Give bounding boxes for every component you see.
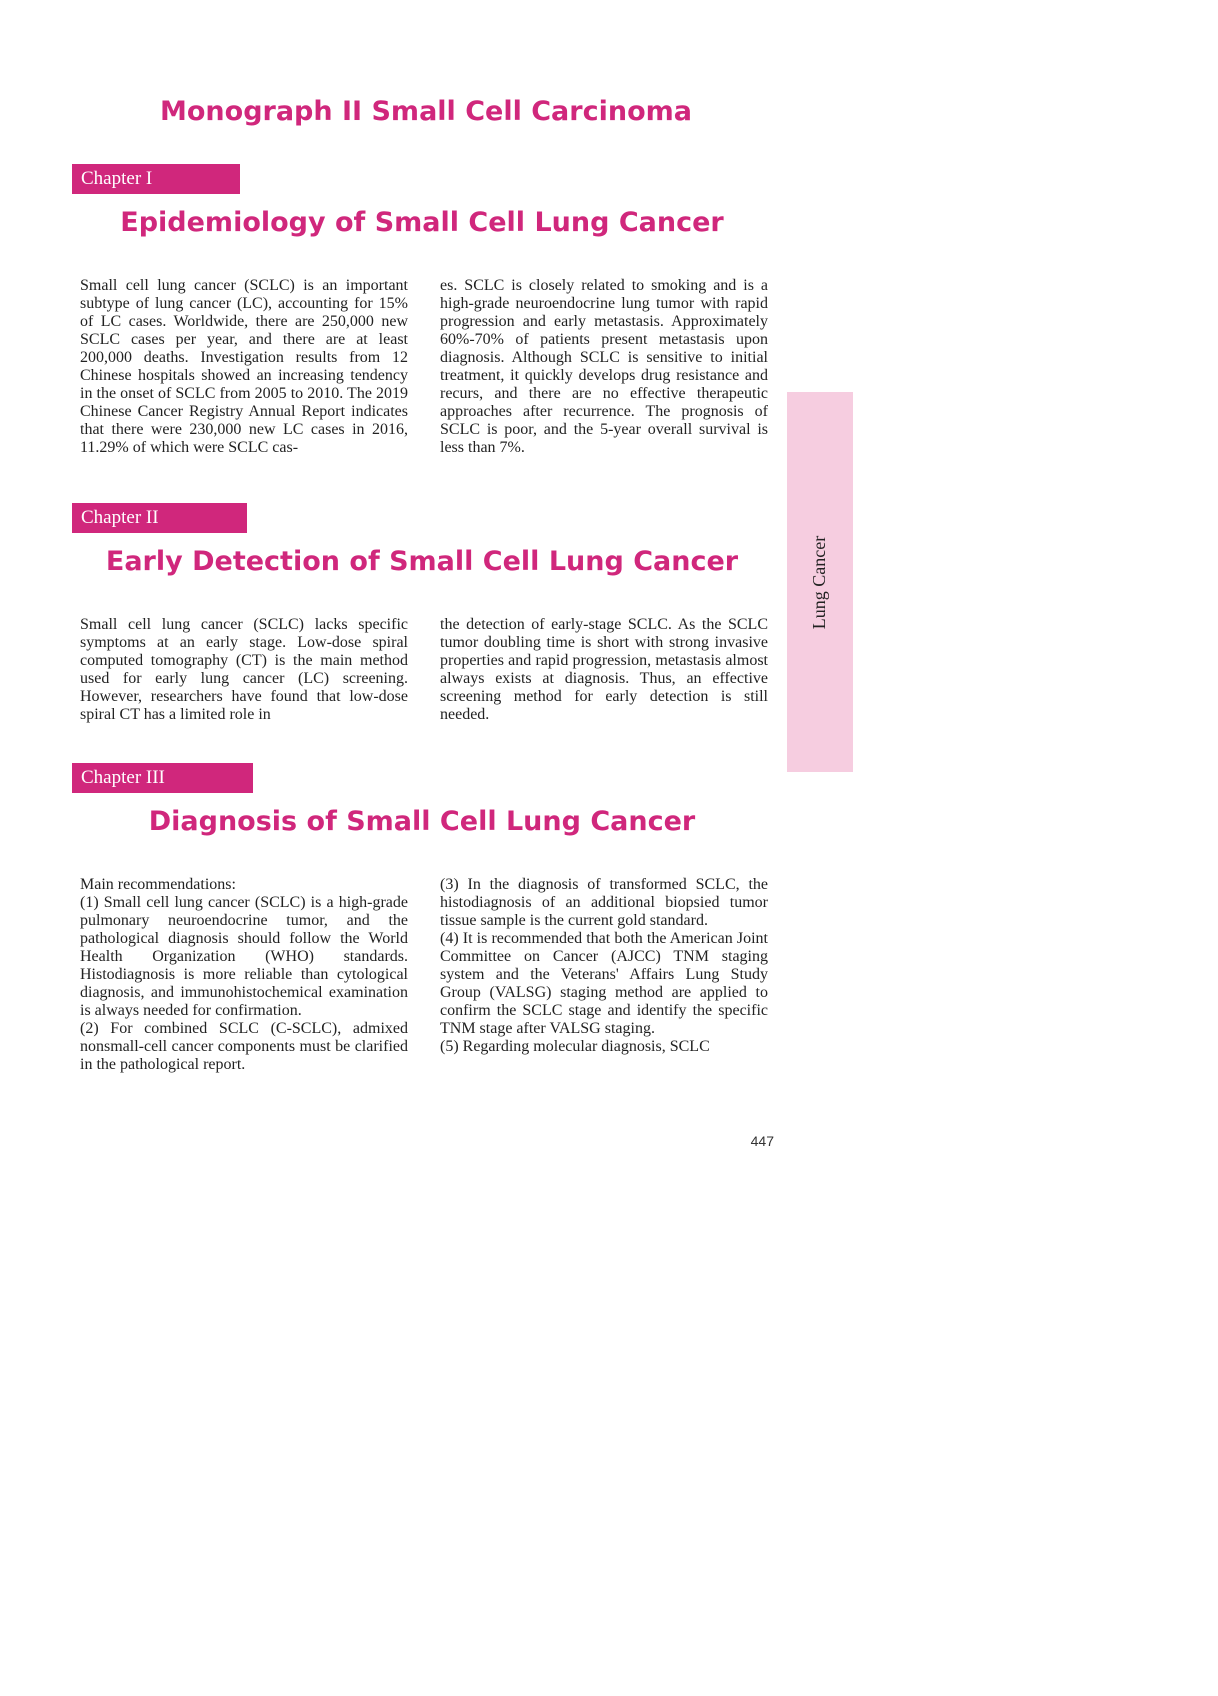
paragraph: Small cell lung cancer (SCLC) lacks specific symptoms at an early stage. Low-dose spiral computed tomography (CT) is the main method used for early lung cancer (LC) screening. However, researchers have found that low-dose spiral CT has a limited role in [80, 616, 408, 723]
paragraph: (4) It is recommended that both the American Joint Committee on Cancer (AJCC) TNM staging system and the Veterans' Affairs Lung Study Group (VALSG) staging method are applied to confirm the SCLC stage and identify the specific TNM stage after VALSG staging. [440, 930, 768, 1037]
chapter-title-1: Epidemiology of Small Cell Lung Cancer [120, 207, 724, 238]
page-number: 447 [750, 1133, 774, 1149]
paragraph: Main recommendations: [80, 876, 236, 893]
side-tab-label-wrap [787, 392, 853, 772]
side-tab-label: Lung Cancer [809, 535, 830, 629]
chapter-3-right-column [440, 876, 768, 1056]
chapter-1-left-column [80, 277, 408, 457]
chapter-title-3: Diagnosis of Small Cell Lung Cancer [148, 806, 696, 837]
chapter-1-right-column [440, 277, 768, 457]
chapter-2-left-column [80, 616, 408, 724]
chapter-title-2: Early Detection of Small Cell Lung Cancer [105, 546, 739, 577]
side-section-tab [787, 392, 853, 772]
chapter-3-left-column [80, 876, 408, 1074]
paragraph: Small cell lung cancer (SCLC) is an important subtype of lung cancer (LC), accounting for 15% of LC cases. Worldwide, there are 250,000 new SCLC cases per year, and there are at least 200,000 deaths. Investigation results from 12 Chinese hospitals showed an increasing tendency in the onset of SCLC from 2005 to 2010. The 2019 Chinese Cancer Registry Annual Report indicates that there were 230,000 new LC cases in 2016, 11.29% of which were SCLC cas- [80, 277, 408, 456]
monograph-title: Monograph II Small Cell Carcinoma [160, 96, 692, 127]
paragraph: (1) Small cell lung cancer (SCLC) is a high-grade pulmonary neuroendocrine tumor, and the pathological diagnosis should follow the World Health Organization (WHO) standards. Histodiagnosis is more reliable than cytological diagnosis, and immunohistochemical examination is always needed for confirmation. [80, 894, 408, 1019]
paragraph: es. SCLC is closely related to smoking and is a high-grade neuroendocrine lung tumor with rapid progression and early metastasis. Approximately 60%-70% of patients present metastasis upon diagnosis. Although SCLC is sensitive to initial treatment, it quickly develops drug resistance and recurs, and there are no effective therapeutic approaches after recurrence. The prognosis of SCLC is poor, and the 5-year overall survival is less than 7%. [440, 277, 768, 456]
paragraph: (3) In the diagnosis of transformed SCLC, the histodiagnosis of an additional biopsied tumor tissue sample is the current gold standard. [440, 876, 768, 929]
chapter-tab-1: Chapter I [72, 164, 240, 194]
chapter-2-right-column [440, 616, 768, 724]
chapter-tab-2: Chapter II [72, 503, 247, 533]
paragraph: (2) For combined SCLC (C-SCLC), admixed nonsmall-cell cancer components must be clarified in the pathological report. [80, 1020, 408, 1073]
paragraph: the detection of early-stage SCLC. As the SCLC tumor doubling time is short with strong invasive properties and rapid progression, metastasis almost always exists at diagnosis. Thus, an effective screening method for early detection is still needed. [440, 616, 768, 723]
chapter-tab-3: Chapter III [72, 763, 253, 793]
paragraph: (5) Regarding molecular diagnosis, SCLC [440, 1038, 710, 1055]
